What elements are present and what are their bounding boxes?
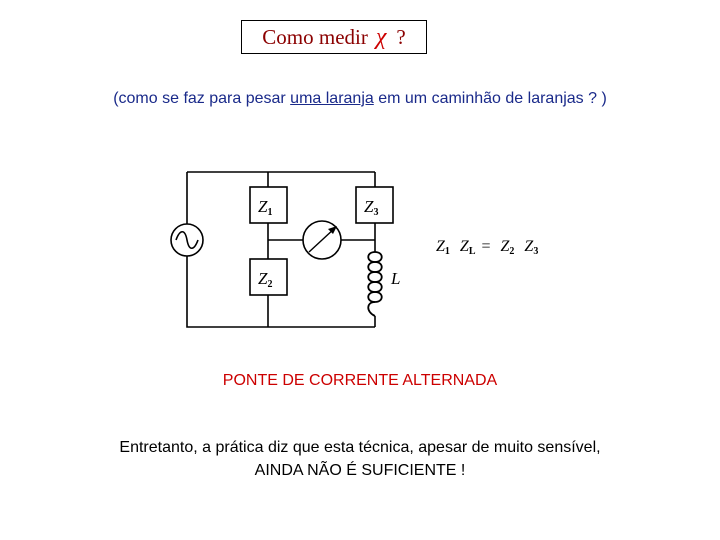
ac-source-icon xyxy=(171,224,203,256)
meter-icon xyxy=(303,221,341,259)
subtitle-before: (como se faz para pesar xyxy=(113,90,291,107)
z2-label: Z2 xyxy=(258,269,273,290)
conclusion-line-2: AINDA NÃO É SUFICIENTE ! xyxy=(254,462,466,479)
title-prefix: Como medir xyxy=(262,24,368,49)
circuit-caption: PONTE DE CORRENTE ALTERNADA xyxy=(222,372,498,389)
conclusion-line-1: Entretanto, a prática diz que esta técnica, apesar de muito sensível, xyxy=(119,439,601,456)
subtitle-after: em um caminhão de laranjas ? ) xyxy=(373,90,607,107)
chi-symbol: χ xyxy=(375,23,387,50)
inductor-icon xyxy=(368,252,382,316)
inductor-label: L xyxy=(391,269,401,288)
subtitle-underlined: uma laranja xyxy=(290,90,374,107)
balance-equation: Z1 ZL = Z2 Z3 xyxy=(436,238,539,257)
conclusion-text xyxy=(0,436,720,482)
z1-label: Z1 xyxy=(258,197,273,218)
z3-label: Z3 xyxy=(364,197,379,218)
title-suffix: ? xyxy=(396,24,406,49)
